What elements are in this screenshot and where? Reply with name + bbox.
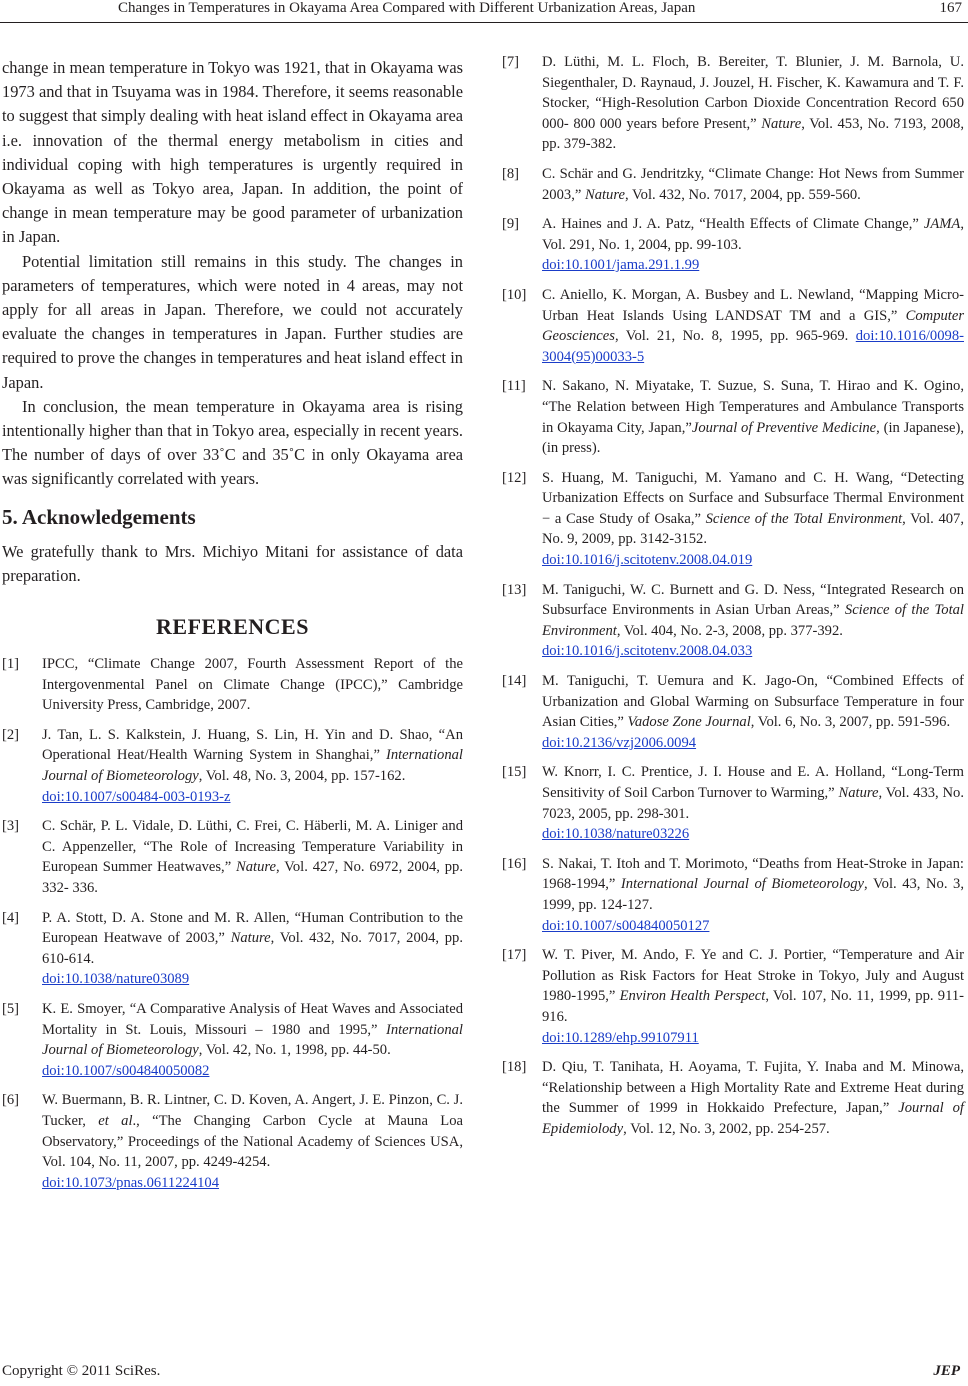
reference-number: [6]: [2, 1092, 20, 1109]
reference-journal: JAMA: [923, 216, 961, 233]
reference-entry: [502, 671, 964, 753]
reference-details: , Vol. 107, No. 11, 1999, pp. 911-916.: [542, 988, 964, 1025]
reference-entry: [2, 654, 463, 716]
page-number: 167: [939, 0, 962, 16]
running-title: Changes in Temperatures in Okayama Area Compared with Different Urbanization Areas, Japan: [118, 0, 696, 16]
reference-details: , Vol. 43, No. 3, 1999, pp. 124-127.: [542, 876, 964, 913]
reference-number: [5]: [2, 1000, 20, 1017]
reference-text: S. Huang, M. Taniguchi, M. Yamano and C. H. Wang, “Detecting Urbanization Effects on Surface and Subsurface Thermal Environment − a Case Study of Osaka,”: [542, 469, 964, 527]
reference-details: , Vol. 432, No. 7017, 2004, pp. 610-614.: [42, 930, 463, 967]
reference-entry: [502, 285, 964, 367]
reference-entry: [502, 52, 964, 155]
reference-number: [1]: [2, 656, 20, 673]
reference-list-left: [2, 654, 463, 1193]
reference-details: , Vol. 48, No. 3, 2004, pp. 157-162.: [198, 768, 406, 785]
reference-journal: Nature: [230, 930, 271, 947]
acknowledgements-text: We gratefully thank to Mrs. Michiyo Mitani for assistance of data preparation.: [2, 541, 463, 585]
reference-text: D. Lüthi, M. L. Floch, B. Bereiter, T. Blunier, J. M. Barnola, U. Siegenthaler, D. Raynaud, J. Jouzel, H. Fischer, K. Kawamura and T. F. Stocker, “High-Resolution Carbon Dioxide Concentration Record 650 000- 800 000 years before Present,”: [542, 54, 964, 132]
reference-journal: Vadose Zone Journal: [627, 714, 751, 731]
reference-journal: Nature: [236, 859, 277, 876]
reference-journal: et al: [98, 1112, 133, 1129]
reference-journal: International Journal of Biometeorology: [620, 876, 865, 893]
reference-entry: [502, 945, 964, 1048]
right-column: [502, 52, 964, 1149]
reference-text: P. A. Stott, D. A. Stone and M. R. Allen, “Human Contribution to the European Heatwave of 2003,”: [42, 909, 463, 947]
reference-number: [4]: [2, 909, 20, 926]
reference-number: [2]: [2, 726, 20, 743]
reference-number: [8]: [502, 165, 520, 182]
acknowledgements-heading: 5. Acknowledgements: [2, 504, 196, 529]
doi-link[interactable]: doi:10.1289/ehp.99107911: [542, 1029, 699, 1046]
reference-number: [18]: [502, 1059, 527, 1076]
reference-details: , Vol. 291, No. 1, 2004, pp. 99-103.: [542, 216, 964, 253]
reference-journal: Nature: [838, 785, 879, 801]
reference-number: [3]: [2, 818, 20, 835]
reference-entry: [502, 1057, 964, 1139]
reference-journal: Journal of Epidemiolody: [542, 1100, 964, 1137]
reference-journal: International Journal of Biometeorology: [42, 747, 463, 785]
reference-entry: [2, 1090, 463, 1193]
reference-list-right: [502, 52, 964, 1140]
reference-details: , Vol. 427, No. 6972, 2004, pp. 332- 336.: [42, 859, 463, 896]
reference-text: D. Qiu, T. Tanihata, H. Aoyama, T. Fujita, Y. Inaba and M. Minowa, “Relationship between a High Mortality Rate and Extreme Heat during the Summer of 1999 in Hokkaido Prefecture, Japan,”: [542, 1059, 964, 1117]
reference-text: A. Haines and J. A. Patz, “Health Effects of Climate Change,”: [542, 216, 924, 233]
reference-entry: [2, 908, 463, 990]
reference-details: , Vol. 42, No. 1, 1998, pp. 44-50.: [198, 1042, 391, 1059]
reference-details: , (in Japanese), (in press).: [542, 419, 964, 457]
reference-journal: Computer Geosciences: [542, 307, 964, 345]
doi-link[interactable]: doi:10.1038/nature03226: [542, 826, 690, 843]
reference-number: [11]: [502, 378, 526, 395]
reference-details: , Vol. 432, No. 7017, 2004, pp. 559-560.: [624, 186, 861, 203]
doi-link[interactable]: doi:10.1007/s00484-003-0193-z: [42, 788, 231, 805]
reference-text: M. Taniguchi, W. C. Burnett and G. D. Ness, “Integrated Research on Subsurface Environments in Asian Urban Areas,”: [542, 581, 964, 619]
body-paragraph: Potential limitation still remains in this study. The changes in parameters of temperatures, which were noted in 4 areas, may not apply for all areas in Japan. Therefore, we could not accurately evaluate the changes in temperatures in Japan. Further studies are required to prove the changes in temperatures and heat island effect in Japan.: [2, 251, 463, 392]
reference-journal: International Journal of Biometeorology: [42, 1021, 463, 1059]
reference-journal: Nature: [584, 186, 625, 203]
journal-abbrev: JEP: [933, 1363, 960, 1379]
reference-number: [15]: [502, 764, 527, 781]
reference-text: IPCC, “Climate Change 2007, Fourth Assessment Report of the Intergovenmental Panel on Climate Change (IPCC),” Cambridge University Press, Cambridge, 2007.: [42, 656, 463, 714]
reference-number: [7]: [502, 54, 520, 70]
reference-journal: Environ Health Perspect: [619, 988, 766, 1005]
reference-number: [14]: [502, 673, 527, 690]
reference-entry: [502, 468, 964, 571]
reference-entry: [502, 762, 964, 844]
reference-journal: Journal of Preventive Medicine: [691, 419, 877, 436]
reference-text: C. Schär, P. L. Vidale, D. Lüthi, C. Frei, C. Häberli, M. A. Liniger and C. Appenzeller, “The Role of Increasing Temperature Variability in European Summer Heatwaves,”: [42, 818, 463, 876]
doi-link[interactable]: doi:10.1016/j.scitotenv.2008.04.033: [542, 643, 753, 660]
reference-text: W. T. Piver, M. Ando, F. Ye and C. J. Portier, “Temperature and Air Pollution as Risk Factors for Heat Stroke in Tokyo, July and August 1980-1995,”: [542, 947, 964, 1005]
reference-text: K. E. Smoyer, “A Comparative Analysis of Heat Waves and Associated Mortality in St. Louis, Missouri – 1980 and 1995,”: [42, 1000, 463, 1038]
reference-details: , Vol. 407, No. 9, 2009, pp. 3142-3152.: [542, 510, 964, 548]
body-paragraph: In conclusion, the mean temperature in Okayama area is rising intentionally higher than that in Tokyo area, especially in recent years. The number of days of over 33˚C and 35˚C in only Okayama area was significantly correlated with years.: [2, 396, 463, 489]
reference-entry: [502, 376, 964, 458]
reference-text: C. Schär and G. Jendritzky, “Climate Change: Hot News from Summer 2003,”: [542, 165, 964, 203]
reference-text: S. Nakai, T. Itoh and T. Morimoto, “Deaths from Heat-Stroke in Japan: 1968-1994,”: [542, 855, 964, 893]
references-title: REFERENCES: [156, 614, 309, 640]
doi-link[interactable]: doi:10.1016/j.scitotenv.2008.04.019: [542, 552, 753, 569]
reference-text: N. Sakano, N. Miyatake, T. Suzue, S. Suna, T. Hirao and K. Ogino, “The Relation between High Temperatures and Ambulance Transports in Okayama City, Japan,”: [542, 378, 964, 436]
reference-number: [12]: [502, 469, 527, 486]
reference-text: W. Knorr, I. C. Prentice, J. I. House and E. A. Holland, “Long-Term Sensitivity of Soil Carbon Turnover to Warming,”: [542, 764, 964, 801]
left-column: [2, 56, 463, 1202]
reference-text: W. Buermann, B. R. Lintner, C. D. Koven, A. Angert, J. E. Pinzon, C. J. Tucker,: [42, 1092, 463, 1129]
copyright-notice: Copyright © 2011 SciRes.: [2, 1363, 161, 1379]
reference-entry: [2, 725, 463, 807]
reference-number: [17]: [502, 947, 527, 964]
reference-journal: Nature: [761, 115, 802, 132]
reference-entry: [2, 999, 463, 1081]
reference-entry: [502, 164, 964, 205]
doi-link[interactable]: doi:10.2136/vzj2006.0094: [542, 734, 697, 751]
reference-journal: Science of the Total Environment: [542, 602, 964, 639]
doi-link[interactable]: doi:10.1007/s004840050082: [42, 1062, 210, 1079]
reference-text: M. Taniguchi, T. Uemura and K. Jago-On, “Combined Effects of Urbanization and Global Warming on Subsurface Temperature in four Asian Cities,”: [542, 673, 964, 731]
reference-entry: [502, 214, 964, 276]
reference-details: , Vol. 433, No. 7023, 2005, pp. 298-301.: [542, 785, 965, 822]
doi-link[interactable]: doi:10.1007/s004840050127: [542, 917, 710, 934]
doi-link[interactable]: doi:10.1038/nature03089: [42, 971, 190, 988]
reference-number: [10]: [502, 286, 527, 303]
reference-details: , Vol. 12, No. 3, 2002, pp. 254-257.: [623, 1120, 830, 1137]
reference-details: , Vol. 21, No. 8, 1995, pp. 965-969.: [614, 328, 856, 345]
reference-number: [9]: [502, 216, 520, 233]
reference-entry: [502, 580, 964, 662]
reference-entry: [2, 816, 463, 898]
reference-details: , Vol. 6, No. 3, 2007, pp. 591-596.: [750, 714, 951, 731]
doi-link[interactable]: doi:10.1016/0098-3004(95)00033-5: [542, 328, 964, 365]
reference-number: [16]: [502, 855, 527, 872]
reference-details: ., “The Changing Carbon Cycle at Mauna Loa Observatory,” Proceedings of the National Academy of Sciences USA, Vol. 104, No. 11, 2007, pp. 4249-4254.: [42, 1112, 463, 1171]
body-paragraph: change in mean temperature in Tokyo was 1921, that in Okayama was 1973 and that in Tsuyama was in 1984. Therefore, it seems reasonable to suggest that simply dealing with heat island effect in Okayama area i.e. innovation of the thermal energy metabolism in cities and individual coping with high temperatures is urgently required in Okayama as well as Tokyo area, Japan. In addition, the point of change in mean temperature may be good parameter of urbanization in Japan.: [2, 58, 463, 247]
page-footer: [2, 1363, 964, 1380]
reference-text: J. Tan, L. S. Kalkstein, J. Huang, S. Lin, H. Yin and D. Shao, “An Operational Heat/Health Warning System in Shanghai,”: [42, 726, 463, 764]
reference-details: , Vol. 404, No. 2-3, 2008, pp. 377-392.: [616, 622, 843, 639]
reference-details: , Vol. 453, No. 7193, 2008, pp. 379-382.: [542, 115, 964, 153]
doi-link[interactable]: doi:10.1001/jama.291.1.99: [542, 257, 700, 274]
reference-journal: Science of the Total Environment: [705, 510, 903, 527]
reference-number: [13]: [502, 581, 527, 598]
reference-entry: [502, 854, 964, 936]
doi-link[interactable]: doi:10.1073/pnas.0611224104: [42, 1174, 220, 1191]
running-header: [0, 0, 968, 23]
reference-text: C. Aniello, K. Morgan, A. Busbey and L. Newland, “Mapping Micro-Urban Heat Islands Using LANDSAT TM and a GIS,”: [542, 286, 964, 324]
